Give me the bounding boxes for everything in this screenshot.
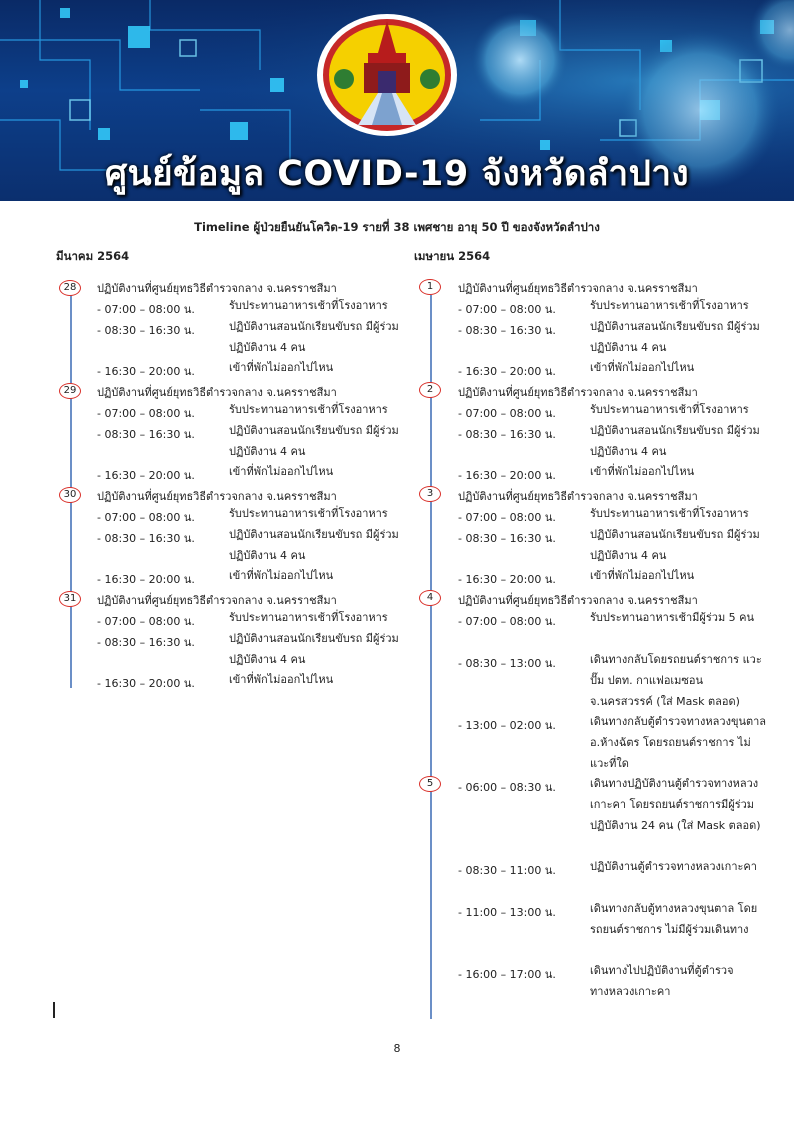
entry-time: - 07:00 – 08:00 น. xyxy=(97,303,195,316)
day-heading: ปฏิบัติงานที่ศูนย์ยุทธวิธีตำรวจกลาง จ.นครราชสีมา xyxy=(458,282,698,295)
day-badge: 5 xyxy=(419,776,441,792)
day-heading: ปฏิบัติงานที่ศูนย์ยุทธวิธีตำรวจกลาง จ.นครราชสีมา xyxy=(458,490,698,503)
entry-activity: เข้าที่พักไม่ออกไปไหน xyxy=(590,465,695,478)
entry-time: - 08:30 – 16:30 น. xyxy=(458,532,556,545)
entry-activity: ปฏิบัติงานสอนนักเรียนขับรถ มีผู้ร่วมปฏิบัติงาน 4 คน xyxy=(229,424,399,458)
entry-activity: เข้าที่พักไม่ออกไปไหน xyxy=(229,465,334,478)
month-heading-april: เมษายน 2564 xyxy=(414,249,491,263)
day-badge: 28 xyxy=(59,280,81,296)
entry-time: - 16:30 – 20:00 น. xyxy=(458,573,556,586)
entry-activity: ปฏิบัติงานสอนนักเรียนขับรถ มีผู้ร่วมปฏิบัติงาน 4 คน xyxy=(590,528,760,562)
entry-time: - 07:00 – 08:00 น. xyxy=(97,511,195,524)
banner-title: ศูนย์ข้อมูล COVID-19 จังหวัดลำปาง xyxy=(104,154,690,194)
entry-activity: ปฏิบัติงานสอนนักเรียนขับรถ มีผู้ร่วมปฏิบัติงาน 4 คน xyxy=(229,632,399,666)
entry-time: - 07:00 – 08:00 น. xyxy=(97,407,195,420)
entry-time: - 13:00 – 02:00 น. xyxy=(458,719,556,732)
entry-time: - 07:00 – 08:00 น. xyxy=(458,615,556,628)
entry-time: - 16:30 – 20:00 น. xyxy=(97,573,195,586)
entry-activity: รับประทานอาหารเช้ามีผู้ร่วม 5 คน xyxy=(590,611,755,624)
entry-activity: เดินทางไปปฏิบัติงานที่ตู้ตำรวจทางหลวงเกาะคา xyxy=(590,964,734,998)
day-badge: 1 xyxy=(419,279,441,295)
entry-time: - 08:30 – 16:30 น. xyxy=(97,532,195,545)
day-badge: 31 xyxy=(59,591,81,607)
entry-activity: รับประทานอาหารเช้าที่โรงอาหาร xyxy=(590,299,749,312)
entry-activity: รับประทานอาหารเช้าที่โรงอาหาร xyxy=(590,507,749,520)
entry-activity: เข้าที่พักไม่ออกไปไหน xyxy=(229,569,334,582)
entry-activity: ปฏิบัติงานตู้ตำรวจทางหลวงเกาะคา xyxy=(590,860,757,873)
entry-activity: ปฏิบัติงานสอนนักเรียนขับรถ มีผู้ร่วมปฏิบัติงาน 4 คน xyxy=(590,320,760,354)
entry-activity: ปฏิบัติงานสอนนักเรียนขับรถ มีผู้ร่วมปฏิบัติงาน 4 คน xyxy=(229,528,399,562)
entry-time: - 11:00 – 13:00 น. xyxy=(458,906,556,919)
entry-activity: เดินทางกลับตู้ทางหลวงขุนตาล โดยรถยนต์ราชการ ไม่มีผู้ร่วมเดินทาง xyxy=(590,902,758,936)
entry-time: - 16:30 – 20:00 น. xyxy=(458,469,556,482)
entry-time: - 07:00 – 08:00 น. xyxy=(97,615,195,628)
entry-activity: เข้าที่พักไม่ออกไปไหน xyxy=(229,673,334,686)
day-badge: 29 xyxy=(59,383,81,399)
day-badge: 30 xyxy=(59,487,81,503)
entry-time: - 16:30 – 20:00 น. xyxy=(458,365,556,378)
entry-time: - 08:30 – 16:30 น. xyxy=(97,636,195,649)
day-heading: ปฏิบัติงานที่ศูนย์ยุทธวิธีตำรวจกลาง จ.นครราชสีมา xyxy=(97,386,337,399)
entry-time: - 16:00 – 17:00 น. xyxy=(458,968,556,981)
entry-activity: เข้าที่พักไม่ออกไปไหน xyxy=(590,569,695,582)
entry-activity: เดินทางปฏิบัติงานตู้ตำรวจทางหลวงเกาะคา โดยรถยนต์ราชการมีผู้ร่วมปฏิบัติงาน 24 คน (ใส่ Mask ตลอด) xyxy=(590,777,761,832)
entry-time: - 08:30 – 16:30 น. xyxy=(458,324,556,337)
entry-activity: ปฏิบัติงานสอนนักเรียนขับรถ มีผู้ร่วมปฏิบัติงาน 4 คน xyxy=(590,424,760,458)
day-heading: ปฏิบัติงานที่ศูนย์ยุทธวิธีตำรวจกลาง จ.นครราชสีมา xyxy=(97,594,337,607)
entry-time: - 07:00 – 08:00 น. xyxy=(458,511,556,524)
entry-time: - 08:30 – 16:30 น. xyxy=(97,324,195,337)
day-heading: ปฏิบัติงานที่ศูนย์ยุทธวิธีตำรวจกลาง จ.นครราชสีมา xyxy=(458,594,698,607)
entry-activity: เข้าที่พักไม่ออกไปไหน xyxy=(590,361,695,374)
lampang-seal-emblem xyxy=(316,13,458,138)
entry-activity: เดินทางกลับโดยรถยนต์ราชการ แวะปั๊ม ปตท. กาแฟอเมซอน จ.นครสวรรค์ (ใส่ Mask ตลอด) xyxy=(590,653,762,708)
day-heading: ปฏิบัติงานที่ศูนย์ยุทธวิธีตำรวจกลาง จ.นครราชสีมา xyxy=(97,490,337,503)
entry-time: - 08:30 – 16:30 น. xyxy=(458,428,556,441)
entry-time: - 16:30 – 20:00 น. xyxy=(97,469,195,482)
entry-time: - 08:30 – 13:00 น. xyxy=(458,657,556,670)
entry-time: - 07:00 – 08:00 น. xyxy=(458,303,556,316)
day-badge: 4 xyxy=(419,590,441,606)
day-badge: 2 xyxy=(419,382,441,398)
document-title: Timeline ผู้ป่วยยืนยันโควิด-19 รายที่ 38 เพศชาย อายุ 50 ปี ของจังหวัดลำปาง xyxy=(194,220,600,234)
entry-activity: เข้าที่พักไม่ออกไปไหน xyxy=(229,361,334,374)
day-heading: ปฏิบัติงานที่ศูนย์ยุทธวิธีตำรวจกลาง จ.นครราชสีมา xyxy=(97,282,337,295)
entry-time: - 08:30 – 16:30 น. xyxy=(97,428,195,441)
entry-activity: รับประทานอาหารเช้าที่โรงอาหาร xyxy=(590,403,749,416)
entry-activity: ปฏิบัติงานสอนนักเรียนขับรถ มีผู้ร่วมปฏิบัติงาน 4 คน xyxy=(229,320,399,354)
entry-time: - 16:30 – 20:00 น. xyxy=(97,677,195,690)
entry-activity: รับประทานอาหารเช้าที่โรงอาหาร xyxy=(229,507,388,520)
month-heading-march: มีนาคม 2564 xyxy=(56,249,130,263)
entry-activity: รับประทานอาหารเช้าที่โรงอาหาร xyxy=(229,611,388,624)
page-number: 8 xyxy=(393,1042,401,1055)
entry-activity: รับประทานอาหารเช้าที่โรงอาหาร xyxy=(229,403,388,416)
entry-activity: รับประทานอาหารเช้าที่โรงอาหาร xyxy=(229,299,388,312)
day-heading: ปฏิบัติงานที่ศูนย์ยุทธวิธีตำรวจกลาง จ.นครราชสีมา xyxy=(458,386,698,399)
timeline-line-right xyxy=(430,295,432,1019)
entry-activity: เดินทางกลับตู้ตำรวจทางหลวงขุนตาล อ.ห้างฉัตร โดยรถยนต์ราชการ ไม่แวะที่ใด xyxy=(590,715,767,770)
entry-time: - 08:30 – 11:00 น. xyxy=(458,864,556,877)
header-banner xyxy=(0,0,794,201)
day-badge: 3 xyxy=(419,486,441,502)
entry-time: - 06:00 – 08:30 น. xyxy=(458,781,556,794)
text-cursor xyxy=(53,1002,55,1018)
entry-time: - 16:30 – 20:00 น. xyxy=(97,365,195,378)
entry-time: - 07:00 – 08:00 น. xyxy=(458,407,556,420)
